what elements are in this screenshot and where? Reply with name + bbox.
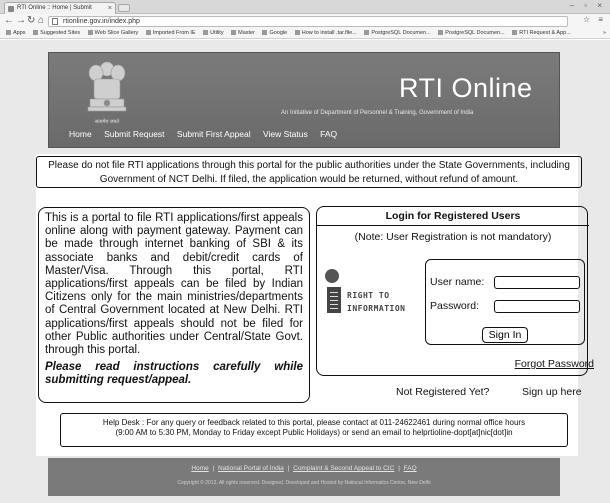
national-emblem-icon (85, 59, 129, 121)
bookmark-item[interactable]: Suggested Sites (33, 28, 80, 38)
bookmark-icon (88, 30, 93, 35)
google-icon (262, 30, 267, 35)
folder-icon (146, 30, 151, 35)
site-header (48, 52, 560, 148)
bookmark-item[interactable]: Web Slice Gallery (88, 28, 139, 38)
menu-home[interactable]: Home (69, 129, 92, 139)
menu-view-status[interactable]: View Status (263, 129, 308, 139)
footer-separator: | (287, 465, 290, 472)
bookmark-item[interactable]: How to install .tar.file... (295, 28, 357, 38)
password-input[interactable] (494, 300, 580, 313)
divider (317, 225, 589, 226)
right-to-information-badge (323, 269, 423, 325)
bookmarks-more[interactable]: » (602, 30, 606, 36)
main-menu (69, 129, 347, 139)
forgot-password-link[interactable]: Forgot Password (514, 358, 594, 370)
back-icon[interactable]: ← (4, 15, 14, 26)
page-body (0, 40, 610, 503)
footer-links (48, 465, 560, 472)
login-section (316, 206, 594, 398)
bookmarks-bar (0, 28, 610, 39)
login-box (316, 206, 588, 376)
sign-in-button[interactable]: Sign In (482, 327, 528, 343)
site-footer (48, 458, 560, 496)
username-input[interactable] (494, 276, 580, 289)
home-icon[interactable]: ⌂ (38, 15, 45, 26)
bookmark-item[interactable]: RTI Request & App... (512, 28, 571, 38)
about-portal-box (38, 207, 310, 403)
footer-link-complaint-cic[interactable]: Complaint & Second Appeal to CIC (293, 465, 395, 472)
tab-close-icon[interactable]: × (107, 5, 112, 12)
bookmark-icon (295, 30, 300, 35)
login-form (425, 259, 585, 345)
help-desk-line-2: (9:00 AM to 5:30 PM, Monday to Friday except Public Holidays) or send an email to helprtioline-dopt[at]nic[dot]in (115, 428, 513, 437)
apps-icon (6, 30, 11, 35)
menu-submit-first-appeal[interactable]: Submit First Appeal (176, 129, 251, 139)
instructions-note: Please read instructions carefully while submitting request/appeal. (45, 361, 303, 387)
bookmark-item[interactable]: Apps (6, 28, 26, 38)
site-tagline: An Initiative of Department of Personnel & Training, Government of India (281, 110, 474, 116)
rti-badge-text: RIGHT TO INFORMATION (347, 291, 406, 313)
page-icon (52, 18, 58, 25)
favicon-icon (8, 6, 14, 12)
book-icon (327, 287, 341, 313)
reload-icon[interactable]: ↻ (27, 15, 36, 26)
registration-note: (Note: User Registration is not mandatory) (354, 231, 552, 243)
help-desk-box (60, 413, 568, 447)
bookmark-item[interactable]: Utility (203, 28, 223, 38)
browser-menu-icons[interactable]: ☆ ≡ (582, 15, 606, 24)
person-icon (325, 269, 339, 283)
postgres-icon (364, 30, 369, 35)
folder-icon (203, 30, 208, 35)
login-title: Login for Registered Users (385, 210, 521, 222)
footer-link-faq[interactable]: FAQ (403, 465, 417, 472)
copyright-text: Copyright © 2013. All rights reserved. Designed, Developed and Hosted by National Informatics Centre, New Delhi (177, 480, 431, 486)
browser-tab[interactable] (4, 2, 116, 14)
browser-tab-strip (0, 0, 610, 14)
password-label: Password: (430, 300, 480, 312)
folder-icon (231, 30, 236, 35)
window-controls[interactable]: – ▫ × (569, 1, 606, 10)
warning-notice: Please do not file RTI applications through this portal for the public authorities under the State Governments, including Government of NCT Delhi. If filed, the application would be returned, without refund of amount. (36, 156, 582, 188)
postgres-icon (438, 30, 443, 35)
bookmark-item[interactable]: PostgreSQL Documen... (438, 28, 504, 38)
bookmark-item[interactable]: Master (231, 28, 255, 38)
bookmark-icon (512, 30, 517, 35)
menu-faq[interactable]: FAQ (320, 129, 338, 139)
footer-separator: | (398, 465, 400, 472)
address-bar[interactable] (48, 16, 568, 27)
bookmark-item[interactable]: PostgreSQL Documen... (364, 28, 430, 38)
bookmark-item[interactable]: Imported From IE (146, 28, 196, 38)
content-panel (36, 154, 594, 456)
browser-toolbar (0, 14, 610, 28)
help-desk-line-1: Help Desk : For any query or feedback related to this portal, please contact at 011-24622461 during normal office hours (102, 418, 526, 427)
bookmark-icon (33, 30, 38, 35)
footer-link-home[interactable]: Home (191, 465, 209, 472)
about-text: This is a portal to file RTI applications/first appeals online along with payment gateway. Payment can be made through internet banking of SBI & its associate banks and debit/credit cards of Master/Visa. Through this portal, RTI applications/first appeals can be filed by Indian Citizens only for the main ministries/departments of Central Government located at New Delhi. RTI applications/first appeals should not be filed for other Public authorities under Central/State Govt. through this portal. (45, 212, 303, 357)
username-label: User name: (430, 276, 485, 288)
menu-submit-request[interactable]: Submit Request (104, 129, 165, 139)
address-text: rtionline.gov.in/index.php (63, 18, 140, 25)
site-logo[interactable]: RTI Online (399, 73, 533, 103)
footer-separator: | (212, 465, 215, 472)
tab-title: RTI Online :: Home | Submit (17, 5, 92, 11)
footer-link-national-portal[interactable]: National Portal of India (218, 465, 284, 472)
forward-icon[interactable]: → (16, 15, 26, 26)
emblem-caption: सत्यमेव जयते (94, 119, 120, 125)
new-tab-button[interactable] (118, 4, 130, 12)
bookmark-item[interactable]: Google (262, 28, 287, 38)
not-registered-text: Not Registered Yet? (396, 386, 490, 398)
sign-up-link[interactable]: Sign up here (522, 386, 582, 398)
